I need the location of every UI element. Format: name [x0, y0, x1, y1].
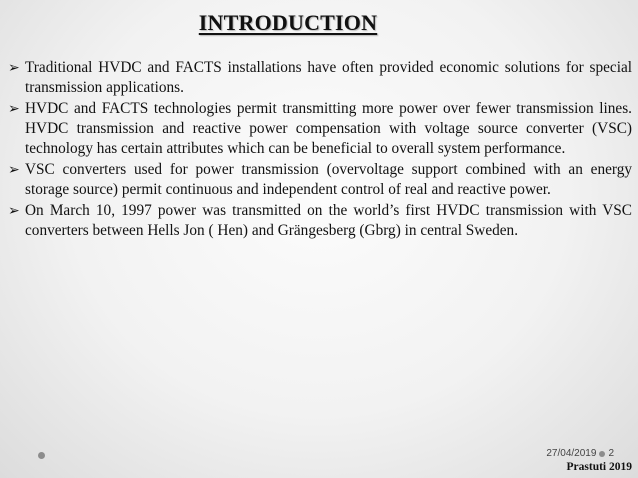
arrow-bullet-icon: ➢	[8, 101, 20, 117]
author-watermark: Prastuti 2019	[566, 461, 632, 473]
footer-dot-decoration	[38, 452, 45, 459]
page-number: 2	[608, 448, 614, 459]
footer-dot-decoration	[599, 451, 605, 457]
bullet-text: Traditional HVDC and FACTS installations have often provided economic solutions for special transmission applications.	[25, 59, 632, 96]
bullet-text: On March 10, 1997 power was transmitted on the world’s first HVDC transmission with VSC converters between Hells Jon ( Hen) and Grängesberg (Gbrg) in central Sweden.	[25, 202, 632, 239]
bullet-list	[8, 58, 632, 242]
arrow-bullet-icon: ➢	[8, 60, 20, 76]
arrow-bullet-icon: ➢	[8, 203, 20, 219]
slide-footer	[546, 448, 614, 459]
arrow-bullet-icon: ➢	[8, 162, 20, 178]
footer-date: 27/04/2019	[546, 448, 597, 459]
bullet-item	[8, 99, 632, 159]
bullet-item	[8, 58, 632, 98]
bullet-text: VSC converters used for power transmission (overvoltage support combined with an energy storage source) permit continuous and independent control of real and reactive power.	[25, 161, 632, 198]
bullet-text: HVDC and FACTS technologies permit transmitting more power over fewer transmission lines. HVDC transmission and reactive power compensation with voltage source converter (VSC) technology has certain attributes which can be beneficial to overall system performance.	[25, 100, 632, 157]
slide-title: INTRODUCTION	[198, 10, 378, 35]
bullet-item	[8, 201, 632, 241]
bullet-item	[8, 160, 632, 200]
